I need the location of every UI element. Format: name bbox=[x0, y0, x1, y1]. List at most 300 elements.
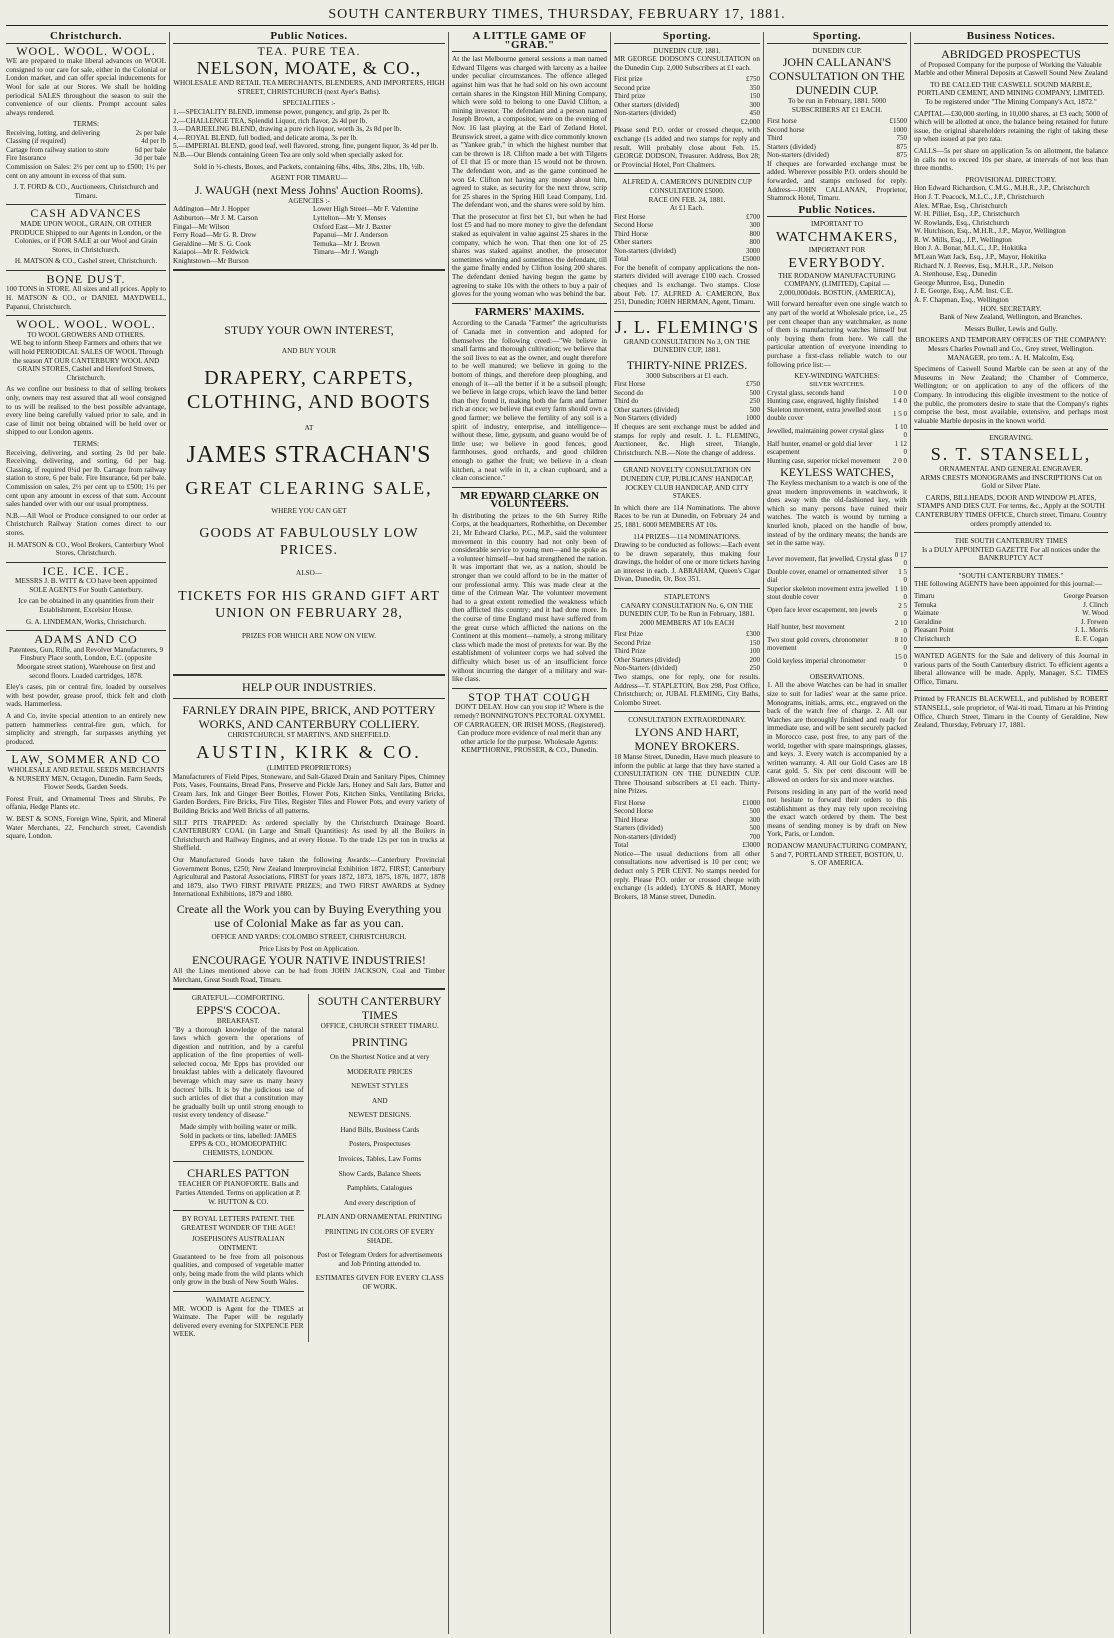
table-cell: Crystal glass, seconds hand bbox=[767, 388, 844, 397]
table-cell: Second Prize bbox=[614, 638, 651, 647]
list-item: PLAIN AND ORNAMENTAL PRINTING bbox=[317, 1213, 443, 1222]
ad-title: ALFRED A. CAMERON'S DUNEDIN CUP CONSULTATION £5000. bbox=[622, 178, 752, 195]
ad-subtitle: SPECIALITIES :- bbox=[282, 99, 336, 108]
table-cell: £750 bbox=[746, 380, 760, 389]
ad-body: Drawing to be conducted as follows:—Each event to be drawn separately, thus making four drawings, the holder of one or more tickets having an interest in each. J. ABRAHAM, Queen's Cigar Divan, Dunedin, Or, Box 351. bbox=[614, 541, 760, 584]
list-item: Addington—Mr J. Hopper bbox=[173, 205, 250, 214]
column-articles bbox=[452, 32, 607, 1634]
ad-title: WAIMATE AGENCY. bbox=[205, 1295, 271, 1304]
ad-body: N.B.—All Wool or Produce consigned to our order at Christchurch Railway Station comes direct to our stores. bbox=[6, 511, 166, 537]
table-cell: Non-starters (divided) bbox=[767, 151, 830, 160]
list-item: And every description of bbox=[343, 1198, 416, 1207]
table-cell: 1 0 0 bbox=[893, 388, 907, 397]
list-item: Pamphlets, Catalogues bbox=[347, 1184, 413, 1193]
list-item: Kaiapoi—Mr R. Feldwick bbox=[173, 248, 249, 257]
ad-title: JOSEPHSON'S AUSTRALIAN OINTMENT. bbox=[191, 1235, 285, 1252]
table-cell: 2 10 0 bbox=[894, 618, 907, 636]
ad-subtitle: (LIMITED PROPRIETORS) bbox=[267, 764, 351, 773]
ad-title: EVERYBODY. bbox=[788, 255, 886, 271]
table-cell: 150 bbox=[749, 92, 760, 101]
ad-body: Eley's cases, pin or central fire, loaded by ourselves with best powder, grease proof, thick felt and cloth wads. Hammerless. bbox=[6, 683, 166, 709]
ad-title: ADAMS AND CO bbox=[34, 632, 138, 647]
table-cell: First Horse bbox=[614, 380, 646, 389]
terms-title: TERMS: bbox=[73, 120, 99, 129]
prize-table bbox=[614, 380, 760, 423]
ad-subtitle: of Proposed Company for the purpose of Working the Valuable Marble and other Mineral Deposits at Caswell Sound New Zealand bbox=[914, 60, 1108, 78]
ad-body: MR. WOOD is Agent for the TIMES at Waimate. The Paper will be regularly delivered every evening for SIXPENCE PER WEEK. bbox=[173, 1304, 304, 1339]
ad-title: JAMES STRACHAN'S bbox=[186, 441, 432, 468]
ad-title: "SOUTH CANTERBURY TIMES." bbox=[958, 571, 1064, 580]
table-cell: Third prize bbox=[614, 92, 646, 101]
table-cell: Non-starters (divided) bbox=[614, 832, 677, 841]
table-cell: £300 bbox=[746, 630, 760, 639]
list-item: Hon J. A. Bonar, M.L.C., J.P., Hokitika bbox=[914, 244, 1027, 253]
masthead-title: SOUTH CANTERBURY TIMES, THURSDAY, FEBRUARY 17, 1881. bbox=[328, 7, 786, 22]
ad-subtitle: At £1 Each. bbox=[669, 204, 705, 213]
table-cell bbox=[614, 118, 727, 127]
list-item: George Munroe, Esq., Dunedin bbox=[914, 278, 1005, 287]
ad-title: TICKETS FOR HIS GRAND GIFT ART UNION ON FEBRUARY 28, bbox=[178, 588, 440, 621]
list-item: Alex. M'Rae, Esq., Christchurch bbox=[914, 201, 1008, 210]
article-body: At the last Melbourne general sessions a man named Edward Tilgens was charged with larceny as a bailee under peculiar circumstances. The offence alleged against him was that he had sold on his own account certain shares in the Kingston Hill Mining Company, which were sold to belong to one David Clifton, a mining investor. The defendant and a person named Joseph Brown, a compositor, were on the evening of Nov. 16 last playing at the Earl of Zetland Hotel, Brunswick street, a game with dice commonly known as "Yankee grab," in which the highest number that can be thrown is 18. Clifton made a bet with Tilgens of £1 that 15 or more than 15 would not be thrown. The defendant won, and as the game continued he won £4. Clifton not having any money about him, agreed to stake, as security for the next throw, scrip for 25 shares in the Spring Hill Lead Company, Ltd. The defendant won, and the shares were sold by him. bbox=[452, 55, 607, 210]
table-cell: 200 bbox=[749, 655, 760, 664]
table-cell: £2,000 bbox=[740, 117, 760, 126]
ad-body: For the benefit of company applications the non-starters divided will average £100 each. Crossed cheques and 1s exchange. Two stamps. Close about Feb. 17. ALFRED A. CAMERON, Box 251, Dunedin; JOHN HERMAN, Agent, Timaru. bbox=[614, 263, 760, 307]
ad-subtitle: 114 PRIZES—114 NOMINATIONS. bbox=[633, 532, 741, 541]
list-item: A. F. Chapman, Esq., Wellington bbox=[914, 296, 1009, 305]
article-title: FARMERS' MAXIMS. bbox=[474, 305, 585, 318]
list-item: PRINTING IN COLORS OF EVERY SHADE. bbox=[325, 1228, 435, 1245]
table-cell: Geraldine bbox=[914, 617, 942, 626]
ad-subtitle: AGENCIES :- bbox=[288, 196, 330, 205]
ad-body: "By a thorough knowledge of the natural laws which govern the operations of digestion and nutrition, and by a careful application of the fine properties of well-selected cocoa, Mr Epps has provided our breakfast tables with a delicately flavoured beverage which may save us many heavy doctors' bills. It is by the judicious use of such articles of diet that a constitution may be gradually built up until strong enough to resist every tendency of disease." bbox=[173, 1025, 304, 1120]
list-item: A. Stenhouse, Esq., Dunedin bbox=[914, 270, 997, 279]
table-cell: 800 bbox=[749, 238, 760, 247]
table-cell: 1 5 0 bbox=[898, 567, 907, 585]
list-item: Ashburton—Mr J. M. Carson bbox=[173, 213, 258, 222]
table-cell: 500 bbox=[749, 824, 760, 833]
prize-table bbox=[614, 630, 760, 673]
table-cell: First Prize bbox=[614, 630, 643, 639]
table-cell: 875 bbox=[896, 151, 907, 160]
ad-body: A and Co, invite special attention to an entirely new pattern hammerless central-fire gun, which, for simplicity and strength, far surpasses anything yet produced. bbox=[6, 712, 166, 746]
ad-body: If cheques are sent exchange must be added and stamps for reply and result. J. L. FLEMING, Auctioneer, &c. High street, Triangle, Christchurch. N.B.—Note the change of address. bbox=[614, 422, 760, 457]
ad-subtitle: AND BUY YOUR bbox=[281, 347, 337, 356]
ad-body: Will forward hereafter even one single watch to any part of the world at Wholesale price, i.e., 25 per cent cheaper than any watchmaker, as none of them is manufacturing watches himself but only buying them from here. We call the particular attention of everyone intending to purchase a first-class reliable watch to our following price list:— bbox=[767, 300, 907, 369]
table-cell: 500 bbox=[749, 807, 760, 816]
ad-subtitle: HON. SECRETARY. bbox=[980, 304, 1042, 313]
bottom-ads bbox=[173, 994, 445, 1342]
ad-subtitle: PRIZES FOR WHICH ARE NOW ON VIEW. bbox=[241, 631, 377, 640]
table-cell: Jewelled, maintaining power crystal glass bbox=[767, 426, 884, 435]
table-cell: Starters (divided) bbox=[614, 824, 663, 833]
table-cell: Other starters (divided) bbox=[614, 405, 680, 414]
ad-body: Receiving, delivering, and sorting 2s 0d per bale. Receiving, delivering, and sorting, 6d per bag. Classing, if required 0¼d per lb. Cartage from railway station to store, 6 per bale. Fire Insurance, 6d per bale. Commission on sales, 2½ per cent up to £500; 1½ per cent upon any amount in excess of that sum. Account sales handed over with our our usual promptness. bbox=[6, 448, 166, 509]
ad-subtitle: PROVISIONAL DIRECTORY. bbox=[965, 175, 1057, 184]
ad-body: MESSRS J. B. WITT & CO have been appointed SOLE AGENTS For South Canterbury. bbox=[15, 577, 157, 594]
ad-body: Commission on Sales: 2½ per cent up to £500; 1½ per cent on any amount in excess of that sum. bbox=[6, 162, 166, 180]
table-cell: Third Horse bbox=[614, 229, 649, 238]
ad-subtitle: OFFICE AND YARDS: COLOMBO STREET, CHRISTCHURCH. bbox=[211, 932, 407, 941]
ad-title: PRINTING bbox=[351, 1034, 408, 1049]
list-item: NEWEST STYLES bbox=[351, 1082, 409, 1091]
table-cell: 2s per bale bbox=[135, 128, 166, 137]
ad-subtitle: GRAND CONSULTATION No 3, ON THE DUNEDIN CUP, 1881. bbox=[623, 337, 751, 355]
table-cell: Third bbox=[767, 134, 783, 143]
list-item: NEWEST DESIGNS. bbox=[348, 1111, 412, 1120]
table-cell: J. L. Morris bbox=[1074, 626, 1108, 635]
ad-subtitle: ALSO— bbox=[296, 569, 322, 578]
ad-body: Manufacturers of Field Pipes, Stoneware, and Salt-Glazed Drain and Sanitary Pipes, Chimney Pots, Vases, Fountains, Bread Pans, Preserve and Pickle Jars, Honey and Salt Jars, Butter and Cream Jars, Ink and Ginger Beer Bottles, Flower Pots, Kitchen Sinks, Ventilating Bricks, Garden Borders, Fire Bricks, Fire Tiles, Register Tiles and Flower Pots, and every variety of Building Bricks and Well Bricks of all patterns. bbox=[173, 772, 445, 815]
ad-title: DRAPERY, CARPETS, CLOTHING, AND BOOTS bbox=[187, 367, 431, 414]
table-cell: 6d per bale bbox=[134, 145, 166, 154]
table-cell: Cartage from railway station to store bbox=[6, 145, 109, 154]
table-cell: Pleasant Point bbox=[914, 626, 954, 635]
table-cell: 1 5 0 bbox=[893, 409, 907, 418]
list-item: Hon J. T. Peacock, M.L.C., J.P., Christchurch bbox=[914, 192, 1045, 201]
ad-subtitle: IMPORTANT TO bbox=[811, 220, 863, 229]
list-item: 1.—SPECIALITY BLEND, immense power, pungency, and grip, 2s per lb. bbox=[173, 107, 390, 116]
ad-body: Please send P.O. order or crossed cheque, with exchange (1s added and two stamps for reply and result. Will probably close about Feb. 15. GEORGE DODSON, Treasurer. Address, Box 28; or Provincial Hotel, Port Chalmers. bbox=[614, 126, 760, 169]
ad-sign: Made simply with boiling water or milk. Sold in packets or tins, labelled: JAMES EPPS & CO., HOMOEOPATHIC CHEMISTS, LONDON. bbox=[179, 1123, 297, 1157]
table-cell: 2 0 0 bbox=[893, 456, 907, 465]
table-cell: 750 bbox=[896, 134, 907, 143]
section-head: Public Notices. bbox=[767, 206, 907, 218]
ad-subtitle: GRATEFUL—COMFORTING. bbox=[191, 994, 285, 1003]
list-item: Posters, Prospectuses bbox=[349, 1140, 411, 1149]
table-cell: Starters (divided) bbox=[767, 142, 816, 151]
ad-title: J. L. FLEMING'S bbox=[614, 316, 760, 337]
ad-body: To be run in February, 1881. 5000 SUBSCRIBERS AT £1 EACH. bbox=[787, 97, 887, 114]
price-table bbox=[767, 551, 907, 670]
table-cell: £750 bbox=[746, 75, 760, 84]
table-cell: Third do bbox=[614, 397, 639, 406]
table-cell: Non Starters (divided) bbox=[614, 414, 677, 423]
list-item: W. Hutchison, Esq., M.H.R., J.P., Mayor, Wellington bbox=[914, 227, 1066, 236]
table-cell: J. Frewen bbox=[1080, 617, 1108, 626]
ad-body: CARDS, BILLHEADS, DOOR AND WINDOW PLATES, STAMPS AND DIES CUT. For terms, &c., Apply at the SOUTH CANTERBURY TIMES OFFICE, Church street, Timaru. Country orders promptly attended to. bbox=[915, 493, 1107, 528]
ad-body: Persons residing in any part of the world need not hesitate to forward their orders to this establishment as they may rely upon receiving the exact watch ordered by them. The best means of sending money is by draft on New York, Paris, or London. bbox=[767, 787, 907, 839]
ad-title: GRAND NOVELTY CONSULTATION ON DUNEDIN CUP, PUBLICANS' HANDICAP, JOCKEY CLUB HANDICAP, AND CITY STAKES. bbox=[620, 466, 754, 501]
masthead bbox=[6, 5, 1108, 26]
list-item: Knightstown—Mr Burson bbox=[173, 256, 249, 265]
list-item: M'Lean Watt Jack, Esq., J.P., Mayor, Hokitika bbox=[914, 253, 1047, 262]
list-item: Temuka—Mr J. Brown bbox=[313, 239, 380, 248]
table-cell: Third Prize bbox=[614, 647, 646, 656]
ad-title: OBSERVATIONS. bbox=[809, 672, 865, 681]
ad-body: Ice can be obtained in any quantities from their Establishment, Excelsior House. bbox=[18, 597, 154, 615]
table-cell: 3000 bbox=[746, 246, 760, 255]
list-item: 3.—DARJEELING BLEND, drawing a pure rich liquor, worth 3s, 2s 8d per lb. bbox=[173, 125, 402, 134]
agencies-list bbox=[173, 205, 445, 265]
ad-body: Notice—The usual deductions from all other consultations now advertised is 10 per cent; we deduct only 5 PER CENT. No stamps needed for reply. Please P.O. order or crossed cheque with exchange (1s added). LYONS & HART, Money Brokers, 18 Manse street, Dunedin. bbox=[614, 849, 760, 901]
table-cell: Half hunter, best movement bbox=[767, 623, 845, 632]
ad-body: DON'T DELAY. How can you stop it? Where is the remedy? BONNINGTON'S PECTORAL OXYMEL OF CARRAGEEN, OR IRISH MOSS, (Registered). Can produce more evidence of real merit than any other article for the purpose. Wholesale Agents: KEMPTHORNE, PROSSER, & CO., Dunedin. bbox=[453, 703, 606, 755]
terms-title: TERMS: bbox=[73, 439, 99, 448]
ad-title: STAPLETON'S bbox=[664, 593, 710, 602]
table-cell: 1 12 0 bbox=[894, 439, 907, 457]
list-item: Ferry Road—Mr G. R. Drew bbox=[173, 231, 257, 240]
table-cell: 250 bbox=[749, 397, 760, 406]
table-cell: 500 bbox=[749, 388, 760, 397]
list-item: Oxford East—Mr J. Baxter bbox=[313, 222, 392, 231]
ad-title: EPPS'S COCOA. bbox=[196, 1002, 281, 1017]
ad-body: Our Manufactured Goods have taken the following Awards:—Canterbury Provincial Government Bonus, £250; New Zealand Interprovincial Exhibition 1872, FIRST; Canterbury Agricultural and Pastoral Associations, FIRST for years 1872, 1873, 1875, 1876, 1877, 1878 and 1879, also TWO FIRST PRIVATE PRIZES; and TWO FIRST AWARDS at Sydney International Exhibitions, 1879 and 1880. bbox=[173, 855, 445, 899]
table-cell: Waimate bbox=[914, 609, 939, 618]
list-item: 2.—CHALLENGE TEA, Splendid Liquor, rich flavor, 2s 4d per lb. bbox=[173, 116, 368, 125]
table-cell: First prize bbox=[614, 75, 643, 84]
table-cell: 300 bbox=[749, 100, 760, 109]
ad-title: STOP THAT COUGH bbox=[468, 689, 591, 704]
table-cell: Timaru bbox=[914, 592, 935, 601]
table-cell: Other Starters (divided) bbox=[614, 655, 681, 664]
table-cell: 1 10 0 bbox=[894, 422, 907, 440]
ad-body: Sold in ½-chests, Boxes, and Packets, containing 6lbs, 4lbs, 3lbs, 2lbs, 1lb, ½lb. bbox=[193, 162, 425, 171]
ad-title: STUDY YOUR OWN INTEREST, bbox=[224, 323, 394, 338]
ad-sign: G. A. LINDEMAN, Works, Christchurch. bbox=[25, 617, 147, 626]
ad-title: GREAT CLEARING SALE, bbox=[185, 477, 433, 498]
ad-title: DUNEDIN CUP. bbox=[812, 46, 862, 55]
ad-subtitle: IMPORTANT FOR bbox=[808, 246, 866, 255]
ad-title: BONE DUST. bbox=[46, 271, 126, 286]
ad-subtitle: CHRISTCHURCH, ST MARTIN'S, AND SHEFFIELD. bbox=[227, 731, 391, 740]
article-body: According to the Canada "Farmer" the agriculturists of Canada met in convention and adopted for themselves the following creed:—"We believe in small farms and thorough cultivation; we believe that the soil lives to eat as the owner, and ought therefore to be well manured; we believe in going to the bottom of things, and therefore deep ploughing, and enough of it—all the better if it be a subsoil plough; we believe in large crops, which leave the land better than they found it, making both the farm and farmer rich at once; we believe that every farm should own a good farmer; we believe the fertility of any soil is a spirit of industry, enterprise, and intelligence—without these, lime, gypsum, and guano would be of little use; we believe in good fences, good farmhouses, good orchards, and good children enough to gather the fruit; we believe in a clean kitchen, a neat wife in it, a clean cupboard, and a clean conscience." bbox=[452, 319, 607, 483]
prize-table bbox=[767, 117, 907, 160]
ad-title: CONSULTATION EXTRAORDINARY. bbox=[628, 716, 746, 725]
ad-title: ENCOURAGE YOUR NATIVE INDUSTRIES! bbox=[192, 953, 426, 968]
ad-title: ABRIDGED PROSPECTUS bbox=[941, 46, 1081, 61]
table-cell: Non-starters (divided) bbox=[614, 109, 677, 118]
imprint: Printed by FRANCIS BLACKWELL, and published by ROBERT STANSELL, sole proprietor, of Wai-iti road, Timaru at his Printing Office, Church Street, Timaru in the County of Geraldine, New Zealand, Thursday, February 17, 1881. bbox=[914, 695, 1108, 730]
ad-body: SILT PITS TRAPPED: As ordered specially by the Christchurch Drainage Board. CANTERBURY COAL (in Large and Small Quantities): As used by all the Boilers in Christchurch and Railway Engines, and at every House. To the trade 12s per ton in trucks at Sheffield. bbox=[173, 818, 445, 853]
ad-body: ARMS CRESTS MONOGRAMS and INSCRIPTIONS Cut on Gold or Silver Plate. bbox=[920, 473, 1102, 491]
list-item: W. H. Pilliet, Esq., J.P., Christchurch bbox=[914, 210, 1020, 219]
ad-body: BROKERS AND TEMPORARY OFFICES OF THE COMPANY: Messrs Charles Pownall and Co., Grey street, Wellington. MANAGER, pro tem.: A. H. Malcolm, Esq. bbox=[915, 336, 1107, 362]
ad-title: WATCHMAKERS, bbox=[775, 230, 899, 246]
table-cell: Double cover, enamel or ornamented silver dial bbox=[767, 567, 889, 585]
column-business-notices bbox=[914, 32, 1108, 1634]
table-cell: £700 bbox=[746, 212, 760, 221]
table-cell: 1000 bbox=[893, 125, 907, 134]
ad-sign: H. MATSON & CO., Wool Brokers, Canterbury Wool Stores, Christchurch. bbox=[8, 540, 164, 558]
article-body: In distributing the prizes to the 6th Surrey Rifle Corps, at the headquarters, Rotherhithe, on December 21, Mr Edward Clarke, P.C., M.P., said the volunteer movement in this country had not only been of considerable service to young men—and he spoke as a volunteer himself—but had strengthened the nation. It was important that we, as a nation, should be stronger than we could afford to be in the matter of our professional army. This was made clear at the time of the Crimean War. The volunteer movement had to a great extent remedied the weakness which then afflicted this country; and it had done more. In the course of time England must have suffered from the great curse which afflicted the nations on the Continent at this moment—namely, a strong military class which made the most of pretexts for war. By the establishment of volunteer corps we had solved the difficulty which beset us of an insufficient force without incurring the danger of a military and war-like class. bbox=[452, 511, 607, 684]
list-item: Hand Bills, Business Cards bbox=[340, 1125, 420, 1134]
list-item: AND bbox=[371, 1096, 388, 1105]
list-item: Lyttelton—Mr Y. Menses bbox=[313, 213, 387, 222]
prize-table bbox=[614, 75, 760, 126]
article-body: That the prosecutor at first bet £1, but when he had lost £5 and had no more money to give the defendant staked as equivalent in value against 25 shares in the company, which he won. That then one lot of 25 shares was staked against another, the prosecutor sometimes winning and sometimes the defendant, till the game finally ended by Clifton losing 200 shares. The defendant denied having begun the game by agreeing to stake 10s with the others to buy a pair of gloves for the young woman who was behind the bar. bbox=[452, 212, 607, 299]
ad-title: LAW, SOMMER AND CO bbox=[11, 752, 161, 767]
list-item: Geraldine—Mr S. G. Cook bbox=[173, 239, 252, 248]
table-cell: Second do bbox=[614, 388, 644, 397]
list-item: Timaru—Mr J. Waugh bbox=[313, 248, 379, 257]
ad-body: THE following AGENTS have been appointed for this journal:— bbox=[914, 580, 1103, 589]
ad-sign: W. BEST & SONS, Foreign Wine, Spirit, and Mineral Water Merchants, 22, Fenchurch street, Cavendish square, London. bbox=[6, 814, 166, 841]
ad-subtitle: AGENT FOR TIMARU— bbox=[270, 174, 348, 183]
section-head: Sporting. bbox=[614, 32, 760, 44]
ad-title: FARNLEY DRAIN PIPE, BRICK, AND POTTERY WORKS, AND CANTERBURY COLLIERY. bbox=[182, 703, 436, 732]
table-cell: Second Horse bbox=[614, 807, 654, 816]
terms-table bbox=[6, 129, 166, 163]
list-item: On the Shortest Notice and at very bbox=[330, 1052, 430, 1061]
ad-body: MR GEORGE DODSON'S CONSULTATION on the Dunedin Cup. 2,000 Subscribers at £1 each. bbox=[614, 55, 760, 72]
ad-sign: RODANOW MANUFACTURING COMPANY, 5 and 7, PORTLAND STREET, BOSTON, U. S. OF AMERICA. bbox=[767, 842, 907, 868]
ad-sign: H. MATSON & CO., Cashel street, Christchurch. bbox=[14, 257, 158, 266]
ad-body: If cheques are forwarded exchange must be added. Wherever possible P.O. orders should be forwarded, and stamps enclosed for reply. Address—JOHN CALLANAN, Proprietor, Shamrock Hotel, Timaru. bbox=[767, 159, 907, 203]
ad-title: CHARLES PATTON bbox=[187, 1166, 290, 1181]
table-cell: Second prize bbox=[614, 83, 651, 92]
table-cell: Total bbox=[614, 841, 629, 850]
table-cell: Skeleton movement, extra jewelled stout double cover bbox=[767, 405, 882, 423]
ad-title: AUSTIN, KIRK & CO. bbox=[196, 742, 422, 763]
ad-body: WE are prepared to make liberal advances on WOOL consigned to our care for sale, either in the Colonial or London market, and can offer special inducements for Wool for sale at our Stores. We shall be holding periodical SALES throughout the season to suit the convenience of our clients. Prompt account sales always rendered. bbox=[6, 57, 166, 117]
ad-sign: J. T. FORD & CO., Auctioneers, Christchurch and Timaru. bbox=[13, 183, 159, 200]
list-item: 4.—ROYAL BLEND, full bodied, and delicate aroma, 3s per lb. bbox=[173, 133, 358, 142]
ad-subtitle: RACE ON FEB. 24, 1881. bbox=[648, 195, 726, 204]
table-cell: Open face lever escapement, ten jewels bbox=[767, 606, 878, 615]
table-cell: First Horse bbox=[614, 212, 646, 221]
ad-body: Guaranteed to be free from all poisonous qualities, and composed of vegetable matter only, being made from the wild plants which only grow in the bush of New South Wales. bbox=[173, 1252, 304, 1287]
table-cell: 3d per bale bbox=[134, 154, 166, 163]
ad-subtitle: ORNAMENTAL AND GENERAL ENGRAVER. bbox=[939, 464, 1083, 473]
column-sporting-2 bbox=[767, 32, 907, 1634]
table-cell: Hunting case, engraved, highly finished bbox=[767, 397, 879, 406]
ad-title: TEA. PURE TEA. bbox=[257, 43, 361, 58]
ad-subtitle: KEY-WINDING WATCHES: bbox=[794, 372, 880, 381]
list-item: Lower High Street—Mr F. Valentine bbox=[313, 205, 419, 214]
ad-subtitle: TO WOOL GROWERS AND OTHERS. bbox=[27, 330, 145, 339]
ad-body: WHOLESALE AND RETAIL SEEDS MERCHANTS & NURSERY MEN, Octagon, Dunedin. Farm Seeds, Flower Seeds, Garden Seeds. bbox=[7, 765, 165, 792]
table-cell: 8 10 0 bbox=[894, 635, 907, 653]
table-cell: Second Horse bbox=[614, 221, 654, 230]
ad-body: 100 TONS in STORE. All sizes and all prices. Apply to H. MATSON & CO., or DANIEL MAYDWELL, Papanui, Christchurch. bbox=[6, 285, 166, 311]
ad-title: JOHN CALLANAN'S CONSULTATION ON THE DUNEDIN CUP. bbox=[769, 55, 905, 98]
ad-subtitle: ENGRAVING. bbox=[989, 434, 1033, 443]
price-table bbox=[767, 389, 907, 466]
table-cell: Christchurch bbox=[914, 634, 951, 643]
ad-subtitle: AT bbox=[304, 424, 314, 433]
table-cell: Fire Insurance bbox=[6, 154, 47, 163]
table-cell: Total bbox=[614, 255, 629, 264]
table-cell: 2 5 0 bbox=[898, 601, 907, 619]
table-cell: Non-Starters (divided) bbox=[614, 664, 678, 673]
article-title: A LITTLE GAME OF "GRAB." bbox=[452, 32, 607, 52]
table-cell: 800 bbox=[749, 229, 760, 238]
ad-body: 18 Manse Street, Dunedin, Have much pleasure to inform the public at large that they have started a CONSULTATION ON THE DUNEDIN CUP. Three Thousand subscribers at £1 each. Thirty-nine Prizes. bbox=[614, 752, 760, 796]
ad-subtitle: SILVER WATCHES. bbox=[809, 380, 865, 388]
list-item: Papanui—Mr J. Anderson bbox=[313, 231, 388, 240]
table-cell: 450 bbox=[749, 109, 760, 118]
ad-title: S. T. STANSELL, bbox=[930, 443, 1092, 464]
ad-body: CANARY CONSULTATION No. 6, ON THE DUNEDIN CUP, To be Run in February, 1881. 2000 MEMBERS AT 10s EACH bbox=[619, 601, 755, 627]
table-cell: £1000 bbox=[742, 798, 760, 807]
ad-subtitle: OFFICE, CHURCH STREET TIMARU. bbox=[320, 1022, 439, 1031]
ad-title: LYONS AND HART, MONEY BROKERS. bbox=[634, 724, 740, 753]
ad-title: HELP OUR INDUSTRIES. bbox=[242, 680, 376, 695]
list-item: W. Rowlands, Esq., Christchurch bbox=[914, 218, 1010, 227]
table-cell: Gold keyless imperial chronometer bbox=[767, 657, 866, 666]
table-cell: 1 10 0 bbox=[894, 584, 907, 602]
table-cell: Half hunter, enamel or gold dial lever escapement bbox=[767, 439, 873, 457]
list-item: Hon Edward Richardson, C.M.G., M.H.R., J.P., Christchurch bbox=[914, 184, 1090, 193]
list-item: MODERATE PRICES bbox=[347, 1067, 413, 1076]
ad-body: 1. All the above Watches can be had in smaller size to suit for ladies' wear at the same price. Monograms, initials, arms, etc., engraved on the back of the watch free of charge. 2. All our Watches are thoroughly finished and ready for immediate use, and will be sent securely packed in Morocco case, post free, to any part of the world, together with spare mainsprings, glasses, and keys. 3. Every watch is accompanied by a written warranty. 4. All our Gold Cases are 18 carat gold. 5. Six per cent discount will be allowed on orders for six and more watches. bbox=[767, 681, 907, 784]
table-cell: 15 0 0 bbox=[894, 652, 907, 670]
ad-title: GOODS AT FABULOUSLY LOW PRICES. bbox=[199, 526, 419, 559]
ad-title: CASH ADVANCES bbox=[30, 206, 142, 221]
table-cell: 300 bbox=[749, 815, 760, 824]
article-title: MR EDWARD CLARKE ON VOLUNTEERS. bbox=[459, 489, 600, 511]
ad-subtitle: THE RODANOW MANUFACTURING COMPANY, (LIMITED), Capital — 2,000,000dols. BOSTON, (AMERICA), bbox=[778, 271, 896, 297]
table-cell: 875 bbox=[896, 142, 907, 151]
ad-body: CAPITAL—£30,000 sterling, in 10,000 shares, at £3 each; 5000 of which will be allotted at once, the balance being retained for future issue, the original shareholders retaining the right of taking these up when issued at par pro rata. bbox=[914, 109, 1108, 144]
ad-body: WANTED AGENTS for the Sale and delivery of this Journal in various parts of the South Canterbury district. To efficient agents a liberal allowance will be made. Apply, Manager, S.C. TIMES Office, Timaru. bbox=[914, 652, 1108, 686]
table-cell: 4d per lb bbox=[141, 137, 166, 146]
ad-title: THIRTY-NINE PRIZES. bbox=[626, 357, 748, 372]
prize-table bbox=[614, 799, 760, 850]
column-public-notices bbox=[173, 32, 445, 1634]
section-head: Business Notices. bbox=[914, 32, 1108, 44]
ad-title: ICE. ICE. ICE. bbox=[42, 563, 130, 578]
ad-subtitle: WHERE YOU CAN GET bbox=[271, 506, 347, 515]
ad-title: KEYLESS WATCHES, bbox=[780, 465, 894, 480]
table-cell: 100 bbox=[749, 647, 760, 656]
ad-body: In which there are 114 Nominations. The above Races to be run at Dunedin, on February 24 and 25, 1881. 6000 MEMBERS AT 10s. bbox=[614, 503, 760, 529]
table-cell: 150 bbox=[749, 638, 760, 647]
prize-table bbox=[614, 213, 760, 264]
table-cell: Temuka bbox=[914, 600, 937, 609]
ad-body: Is a DULY APPOINTED GAZETTE For all notices under the BANKRUPTCY ACT bbox=[921, 545, 1101, 563]
table-cell: Second horse bbox=[767, 125, 805, 134]
table-cell: Two stout gold covers, chronometer movement bbox=[767, 635, 868, 653]
list-item: Post or Telegram Orders for advertisements and Job Printing attended to. bbox=[317, 1251, 443, 1268]
ad-title: WOOL. WOOL. WOOL. bbox=[16, 43, 156, 58]
table-cell: Non-starters (divided) bbox=[614, 246, 677, 255]
column-sporting-1 bbox=[614, 32, 760, 1634]
ad-title: THE SOUTH CANTERBURY TIMES bbox=[954, 537, 1068, 546]
table-cell: £1500 bbox=[889, 117, 907, 126]
section-head: Christchurch. bbox=[6, 32, 166, 44]
ad-subtitle: 3000 Subscribers at £1 each. bbox=[645, 371, 729, 380]
table-cell: J. Clinch bbox=[1083, 600, 1108, 609]
ad-body: CALLS—5s per share on application 5s on allotment, the balance in calls not to exceed 10s per share, at intervals of not less than three months. bbox=[914, 146, 1108, 173]
ad-subtitle: BREAKFAST. bbox=[216, 1016, 260, 1025]
ad-body: The Keyless mechanism to a watch is one of the great modern improvements in watchwork, it does away with the old-fashioned key, with which so many persons have ruined their watches. The watch is wound by turning a knurled knob, placed on the handle of bow, instead of by the ordinary means; the hands are set in the same way. bbox=[767, 479, 907, 548]
table-cell: Other starters bbox=[614, 238, 652, 247]
table-cell: Other starters (divided) bbox=[614, 100, 680, 109]
section-head: Sporting. bbox=[767, 32, 907, 44]
table-cell: 350 bbox=[749, 83, 760, 92]
ad-body: WE beg to inform Sheep Farmers and others that we will hold PERIODICAL SALES OF WOOL Through the season AT OUR CANTERBURY WOOL AND GRAIN STORES, Cashel and Hereford Streets, Christchurch. bbox=[8, 339, 164, 382]
table-cell: E. F. Cogan bbox=[1075, 634, 1108, 643]
list-item: Invoices, Tables, Law Forms bbox=[338, 1155, 422, 1164]
table-cell: 700 bbox=[749, 832, 760, 841]
agents-table bbox=[914, 592, 1108, 643]
table-cell: Third Horse bbox=[614, 815, 649, 824]
ad-body: TEACHER OF PIANOFORTE. Balls and Parties Attended. Terms on application at P. W. HUTTON & CO. bbox=[175, 1180, 301, 1206]
table-cell: £3000 bbox=[742, 841, 760, 850]
table-cell: First horse bbox=[767, 117, 797, 126]
ad-body: Two stamps, one for reply, one for results. Address—T. STAPLETON, Box 298, Post Office, Christchurch; or, JUBAL FLEMING, City Baths, Colombo Street. bbox=[614, 672, 760, 707]
table-cell: 0 17 0 bbox=[894, 550, 907, 568]
ad-body: Patentees, Gun, Rifle, and Revolver Manufacturers, 9 Finsbury Place south, London, E.C. (opposite Moorgate street station), Warehouse on first and second floors. Loaded cartridges, 1878. bbox=[8, 645, 164, 680]
table-cell: £5000 bbox=[742, 255, 760, 264]
table-cell: Hunting case, superior nickel movement bbox=[767, 456, 881, 465]
table-cell: 250 bbox=[749, 664, 760, 673]
ad-body: TO BE CALLED THE CASWELL SOUND MARBLE, PORTLAND CEMENT, AND MINING COMPANY, LIMITED. To be registered under "The Mining Company's Act, 1872." bbox=[917, 80, 1105, 106]
table-cell: Classing (if required) bbox=[6, 137, 66, 146]
ad-body: As we confine our business to that of selling brokers only, owners may rest assured that all wool consigned to us will be realised to the best possible advantage, every line being carefully valued prior to sale, and in case of limit not being obtained will be held over or shipped to our London agents. bbox=[6, 385, 166, 437]
